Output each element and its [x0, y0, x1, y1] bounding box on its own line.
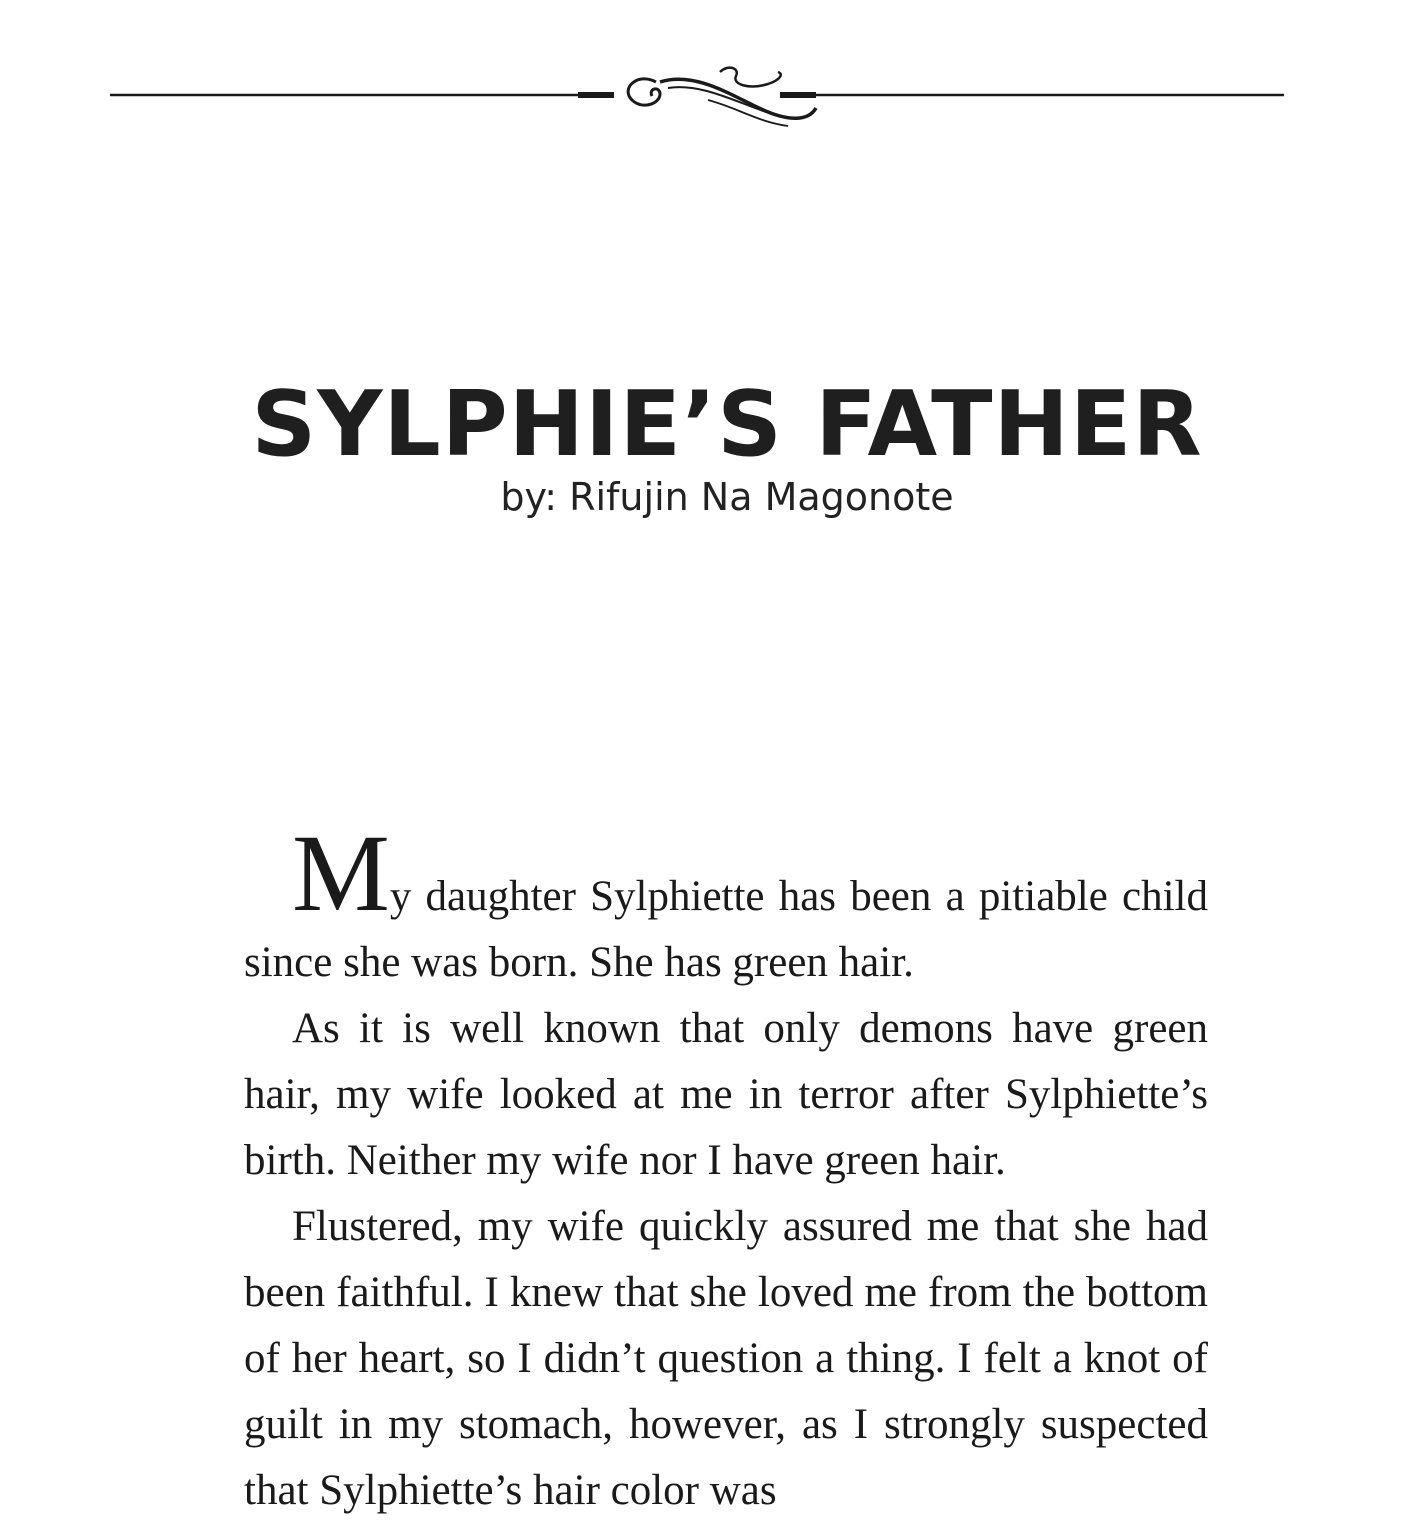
- author-byline: by: Rifujin Na Magonote: [500, 475, 954, 519]
- chapter-title: SYLPHIE’S FATHER: [251, 372, 1203, 477]
- drop-cap: M: [292, 812, 390, 934]
- chapter-body: [244, 812, 1208, 1524]
- paragraph: [244, 812, 1208, 996]
- chapter-heading: [0, 370, 1404, 520]
- paragraph: As it is well known that only demons have green hair, my wife looked at me in terror after Sylphiette’s birth. Neither my wife nor I have green hair.: [244, 1005, 1208, 1184]
- paragraph: Flustered, my wife quickly assured me that she had been faithful. I knew that she loved me from the bottom of her heart, so I didn’t question a thing. I felt a knot of guilt in my stomach, however, as I strongly suspected that Sylphiette’s hair color was: [244, 1203, 1208, 1514]
- paragraph-text: y daughter Sylphiette has been a pitiable child since she was born. She has green hair.: [244, 873, 1208, 986]
- flourish-divider-icon: [108, 60, 1288, 140]
